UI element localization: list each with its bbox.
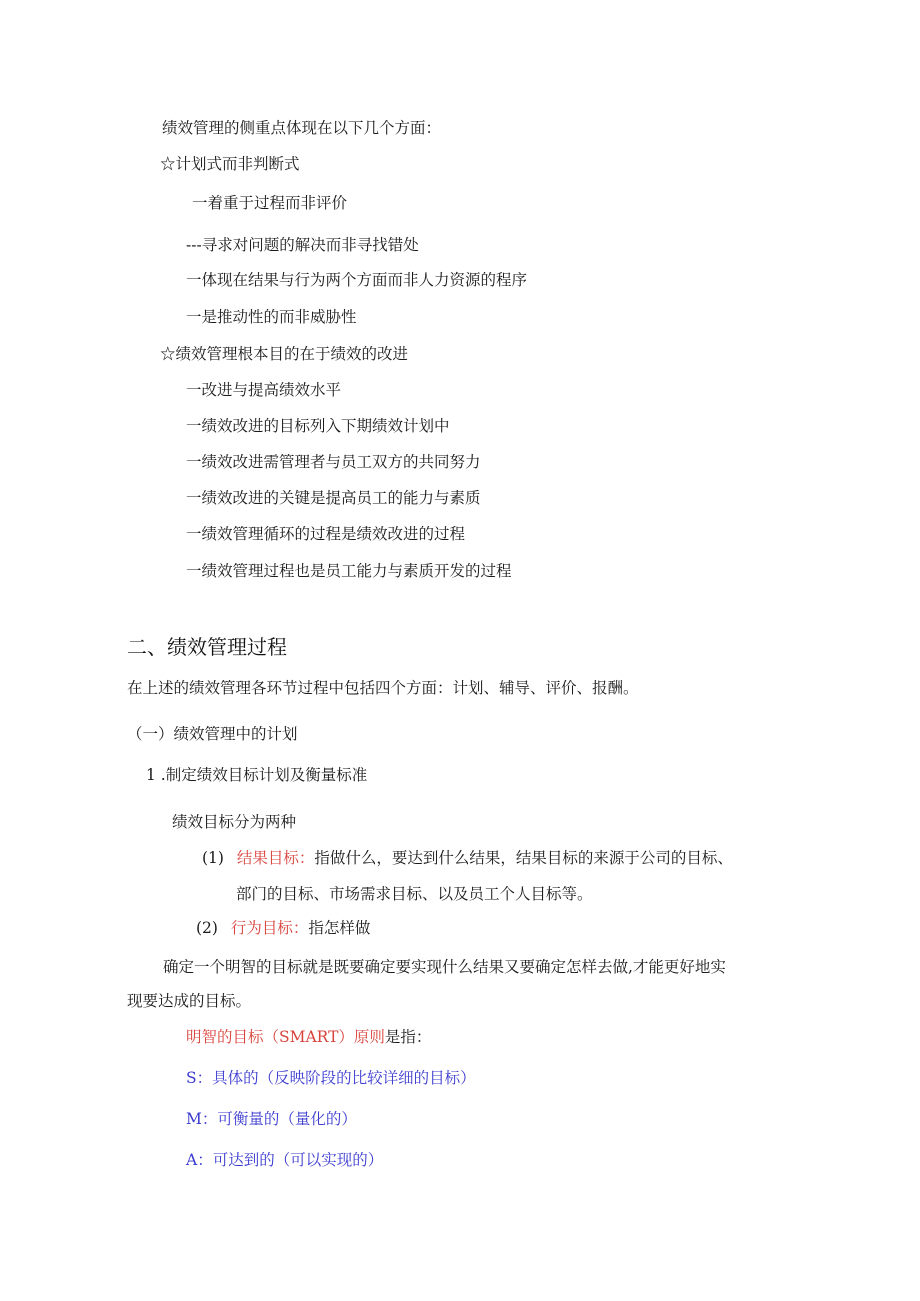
wise-goal-line2: 现要达成的目标。 (127, 992, 252, 1010)
numbered-item: 1 .制定绩效目标计划及衡量标准 (146, 766, 368, 784)
point2-title: ☆绩效管理根本目的在于绩效的改进 (160, 345, 409, 363)
subsection-title: （一）绩效管理中的计划 (127, 725, 298, 743)
smart-text: 可达到的（可以实现的） (212, 1151, 384, 1169)
goal-behavior-num: (2) (196, 919, 218, 937)
section2-intro: 在上述的绩效管理各环节过程中包括四个方面：计划、辅导、评价、报酬。 (127, 679, 639, 697)
point2-item: 一绩效改进需管理者与员工双方的共同努力 (186, 453, 481, 471)
wise-goal-line1: 确定一个明智的目标就是既要确定要实现什么结果又要确定怎样去做,才能更好地实 (163, 958, 726, 976)
goal-result-num: (1) (202, 849, 224, 867)
point1-item: 一体现在结果与行为两个方面而非人力资源的程序 (186, 271, 528, 289)
smart-principle-line (186, 1027, 431, 1047)
point2-item: 一绩效管理循环的过程是绩效改进的过程 (186, 525, 466, 543)
goal-behavior-label: 行为目标： (230, 919, 309, 937)
smart-item-s (186, 1068, 476, 1088)
point2-item: 一绩效改进的目标列入下期绩效计划中 (186, 417, 450, 435)
goal-types-intro: 绩效目标分为两种 (172, 813, 297, 831)
goal-behavior-line (196, 918, 370, 938)
point1-title: ☆计划式而非判断式 (160, 155, 300, 173)
goal-result-text-cont: 部门的目标、市场需求目标、以及员工个人目标等。 (236, 885, 593, 903)
point1-item: 一着重于过程而非评价 (192, 194, 348, 212)
smart-principle-suffix: 是指： (384, 1028, 432, 1046)
smart-letter: S： (186, 1069, 213, 1087)
goal-result-label: 结果目标： (236, 849, 315, 867)
smart-item-a (186, 1150, 383, 1170)
point2-item: 一绩效改进的关键是提高员工的能力与素质 (186, 489, 481, 507)
goal-result-line (202, 848, 733, 868)
section1-intro: 绩效管理的侧重点体现在以下几个方面： (162, 119, 442, 137)
section2-heading: 二、绩效管理过程 (127, 635, 287, 659)
goal-behavior-text: 指怎样做 (308, 919, 371, 937)
point1-item: ---寻求对问题的解决而非寻找错处 (186, 236, 419, 254)
point2-item: 一改进与提高绩效水平 (186, 381, 342, 399)
smart-principle-label: 明智的目标（SMART）原则 (186, 1028, 385, 1046)
smart-text: 具体的（反映阶段的比较详细的目标） (212, 1069, 476, 1087)
point2-item: 一绩效管理过程也是员工能力与素质开发的过程 (186, 562, 512, 580)
point1-item: 一是推动性的而非威胁性 (186, 308, 357, 326)
smart-text: 可衡量的（量化的） (217, 1110, 357, 1128)
smart-letter: A： (186, 1151, 213, 1169)
smart-letter: M： (186, 1110, 218, 1128)
smart-item-m (186, 1109, 357, 1129)
goal-result-text: 指做什么，要达到什么结果，结果目标的来源于公司的目标、 (314, 849, 733, 867)
